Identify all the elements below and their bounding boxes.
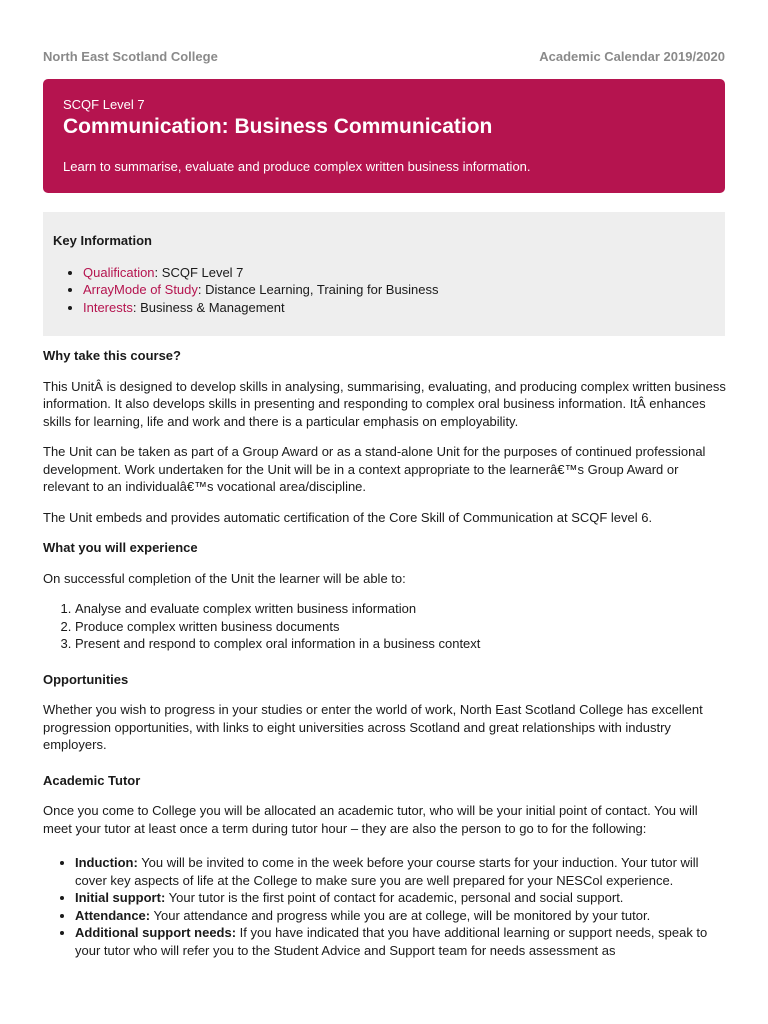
tutor-item-initial-support bbox=[75, 889, 727, 907]
mode-of-study-value: : Distance Learning, Training for Business bbox=[197, 282, 439, 297]
key-info-item-interests bbox=[83, 299, 715, 317]
experience-intro: On successful completion of the Unit the learner will be able to: bbox=[43, 570, 406, 586]
course-content bbox=[43, 347, 727, 977]
page-header bbox=[43, 48, 725, 66]
why-paragraph: The Unit embeds and provides automatic certification of the Core Skill of Communication at SCQF level 6. bbox=[43, 509, 653, 525]
why-paragraph: This UnitÂ is designed to develop skills in analysing, summarising, evaluating, and producing complex written business information. It also develops skills in presenting and responding to complex oral business information. ItÂ enhances skills for learning, life and work and there is a particular emphasis on employability. bbox=[43, 378, 726, 429]
interests-link[interactable]: Interests bbox=[83, 299, 133, 315]
qualification-value: : SCQF Level 7 bbox=[154, 264, 244, 280]
course-level: SCQF Level 7 bbox=[63, 97, 145, 112]
opportunities-text: Whether you wish to progress in your studies or enter the world of work, North East Scotland College has excellent progression opportunities, with links to eight universities across Scotland and great relationships with industry employers. bbox=[43, 702, 703, 752]
tutor-item-text: Your tutor is the first point of contact for academic, personal and social support. bbox=[165, 890, 624, 905]
tutor-item-induction bbox=[75, 854, 727, 889]
experience-item: 2. Produce complex written business documents bbox=[75, 618, 727, 636]
key-info-item-mode bbox=[83, 281, 715, 299]
experience-heading: What you will experience bbox=[43, 540, 198, 555]
course-title: Communication: Business Communication bbox=[63, 115, 493, 138]
key-info-item-qualification bbox=[83, 264, 715, 282]
interests-value: : Business & Management bbox=[132, 299, 285, 315]
why-heading: Why take this course? bbox=[43, 348, 181, 363]
key-information-box bbox=[43, 212, 725, 336]
college-name: North East Scotland College bbox=[43, 49, 218, 64]
opportunities-heading: Opportunities bbox=[43, 671, 129, 687]
tutor-item-text: If you have indicated that you have additional learning or support needs, speak to your tutor who will refer you to the Student Advice and Support team for needs assessment as bbox=[75, 925, 708, 958]
tutor-item-term: Attendance: bbox=[75, 907, 151, 923]
key-information-list bbox=[53, 264, 715, 317]
tutor-item-text: You will be invited to come in the week before your course starts for your induction. Your tutor will cover key aspects of life at the College to make sure you are well prepared for your NESCol experience. bbox=[75, 855, 699, 888]
tutor-item-text: Your attendance and progress while you are at college, will be monitored by your tutor. bbox=[150, 907, 651, 923]
tutor-list bbox=[43, 854, 727, 959]
why-paragraph: The Unit can be taken as part of a Group Award or as a stand-alone Unit for the purposes of continued professional development. Work undertaken for the Unit will be in a context appropriate to the learnerâ€™s Group Award or relevant to an individualâ€™s vocational area/discipline. bbox=[43, 444, 706, 494]
course-banner bbox=[43, 79, 725, 193]
key-information-heading: Key Information bbox=[53, 233, 152, 248]
course-summary: Learn to summarise, evaluate and produce complex written business information. bbox=[63, 159, 531, 174]
calendar-label: Academic Calendar 2019/2020 bbox=[539, 49, 725, 64]
tutor-intro: Once you come to College you will be allocated an academic tutor, who will be your initial point of contact. You will meet your tutor at least once a term during tutor hour – they are also the person to go to for the following: bbox=[43, 803, 698, 836]
tutor-item-term: Additional support needs: bbox=[75, 925, 237, 940]
experience-item: 3. Present and respond to complex oral information in a business context bbox=[75, 635, 727, 653]
mode-of-study-link[interactable]: ArrayMode of Study bbox=[83, 282, 198, 297]
tutor-item-attendance bbox=[75, 907, 727, 925]
qualification-link[interactable]: Qualification bbox=[83, 264, 155, 280]
experience-item: 1. Analyse and evaluate complex written business information bbox=[75, 600, 727, 618]
tutor-item-term: Initial support: bbox=[75, 890, 166, 905]
experience-list bbox=[43, 600, 727, 653]
tutor-item-term: Induction: bbox=[75, 855, 138, 870]
tutor-heading: Academic Tutor bbox=[43, 772, 141, 788]
tutor-item-additional-support bbox=[75, 924, 727, 959]
